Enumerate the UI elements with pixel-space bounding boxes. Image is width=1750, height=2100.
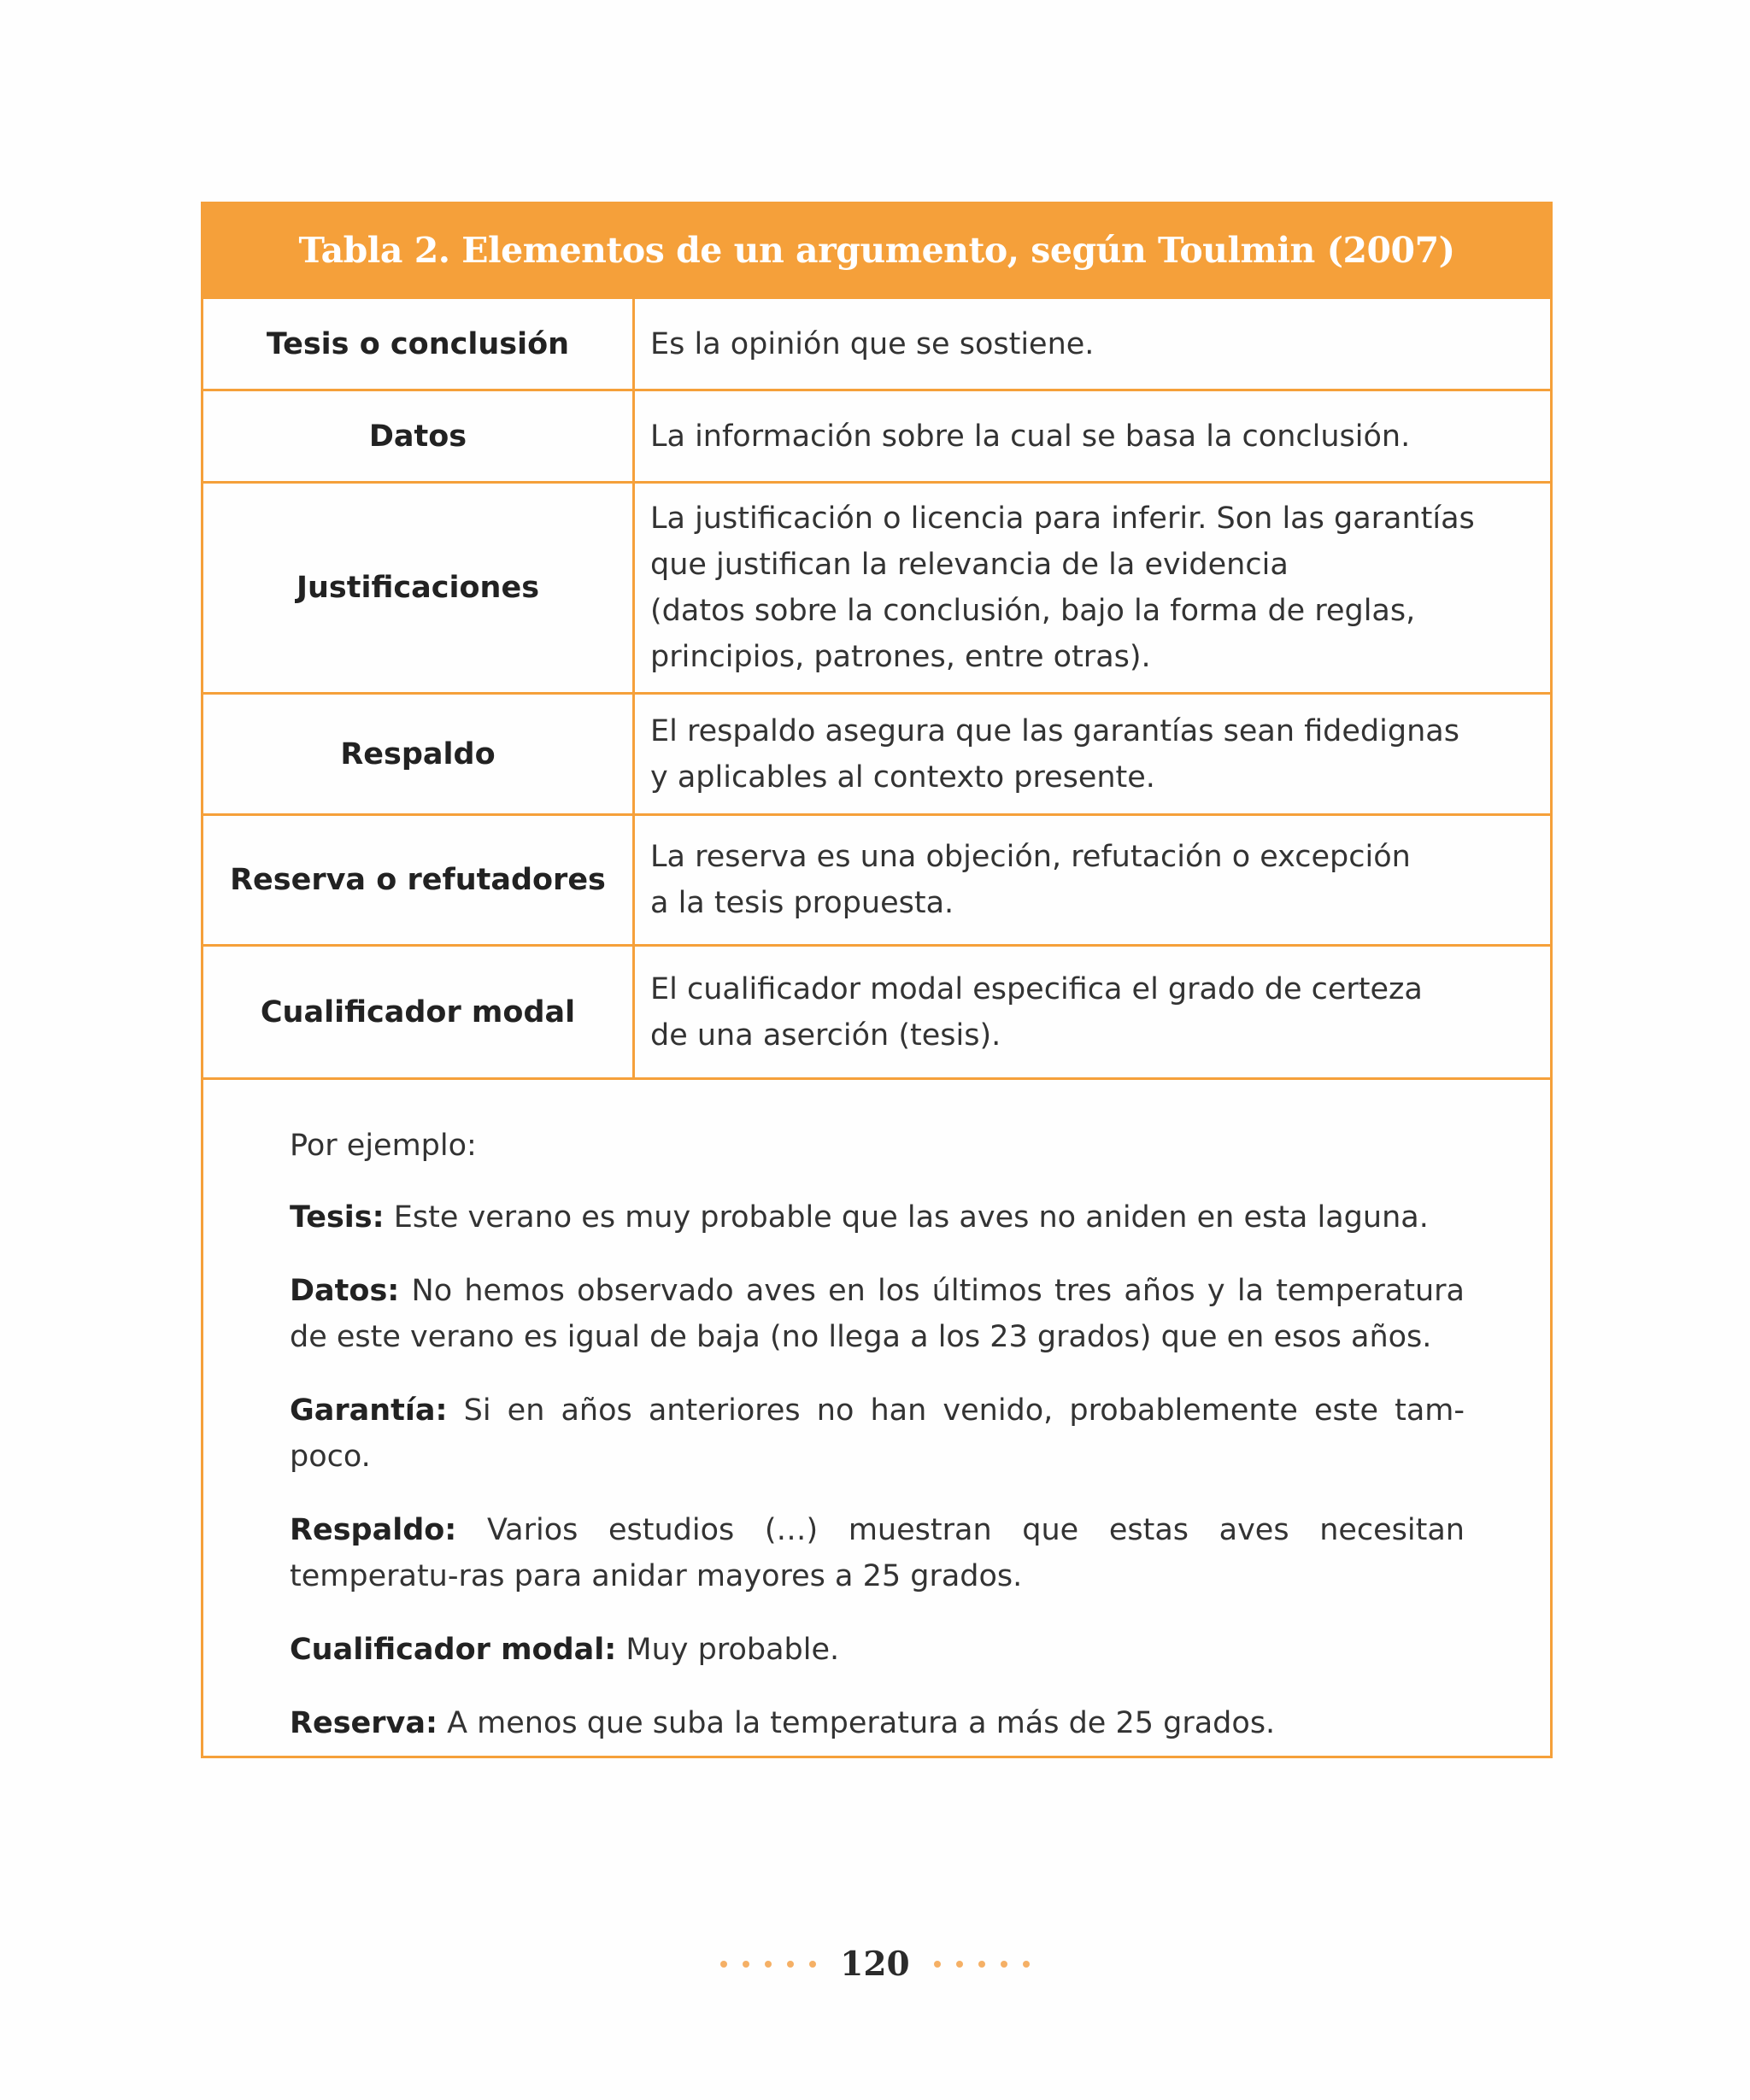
- example-text: Este verano es muy probable que las aves no aniden en esta laguna.: [393, 1200, 1429, 1235]
- right-dots-ornament: [934, 1961, 1030, 1968]
- table-row: [203, 389, 1550, 481]
- example-item: [290, 1507, 1465, 1599]
- table-row: [203, 944, 1550, 1077]
- example-text: Muy probable.: [625, 1633, 840, 1667]
- example-label: Cualificador modal:: [290, 1633, 617, 1667]
- row-term: Reserva o refutadores: [203, 816, 635, 944]
- table-title: Tabla 2. Elementos de un argumento, según Toulmin (2007): [203, 204, 1550, 296]
- example-intro: Por ejemplo:: [290, 1129, 477, 1163]
- example-item: [290, 1268, 1465, 1360]
- row-term: Datos: [203, 391, 635, 481]
- row-term: Tesis o conclusión: [203, 299, 635, 389]
- row-definition: El cualificador modal especifica el grado de certeza de una aserción (tesis).: [650, 971, 1423, 1053]
- example-text: No hemos observado aves en los últimos tres años y la temperatura de este verano es igual de baja (no llega a los 23 grados) que en esos años.: [290, 1274, 1465, 1354]
- example-text: Varios estudios (…) muestran que estas aves necesitan temperatu-ras para anidar mayores a 25 grados.: [290, 1513, 1465, 1593]
- example-item: [290, 1627, 1465, 1673]
- page-footer: [0, 1945, 1750, 1984]
- row-definition: El respaldo asegura que las garantías sean fidedignas y aplicables al contexto presente.: [650, 713, 1459, 795]
- example-item: [290, 1194, 1465, 1241]
- example-block: [203, 1077, 1550, 1746]
- table-row: [203, 813, 1550, 944]
- table-row: [203, 481, 1550, 692]
- row-definition: La justificación o licencia para inferir. Son las garantías que justifican la relevancia de la evidencia (datos sobre la conclusión, bajo la forma de reglas, principios, patrones, entre otras).: [650, 502, 1475, 674]
- row-term: Respaldo: [203, 695, 635, 813]
- table-row: [203, 692, 1550, 813]
- row-definition: Es la opinión que se sostiene.: [650, 326, 1095, 361]
- row-definition: La reserva es una objeción, refutación o excepción a la tesis propuesta.: [650, 840, 1411, 920]
- example-label: Datos:: [290, 1274, 400, 1308]
- page-number: 120: [840, 1945, 910, 1984]
- left-dots-ornament: [720, 1961, 816, 1968]
- example-label: Respaldo:: [290, 1513, 457, 1547]
- row-definition: La información sobre la cual se basa la conclusión.: [650, 419, 1411, 454]
- example-item: [290, 1700, 1465, 1746]
- table-row: [203, 296, 1550, 389]
- argument-elements-table: [201, 202, 1553, 1758]
- example-label: Reserva:: [290, 1706, 438, 1740]
- row-term: Cualificador modal: [203, 947, 635, 1077]
- example-text: Si en años anteriores no han venido, probablemente este tam-poco.: [290, 1393, 1465, 1474]
- example-item: [290, 1387, 1465, 1480]
- row-term: Justificaciones: [203, 484, 635, 692]
- example-text: A menos que suba la temperatura a más de 25 grados.: [447, 1706, 1276, 1740]
- example-label: Tesis:: [290, 1200, 385, 1235]
- example-label: Garantía:: [290, 1393, 448, 1428]
